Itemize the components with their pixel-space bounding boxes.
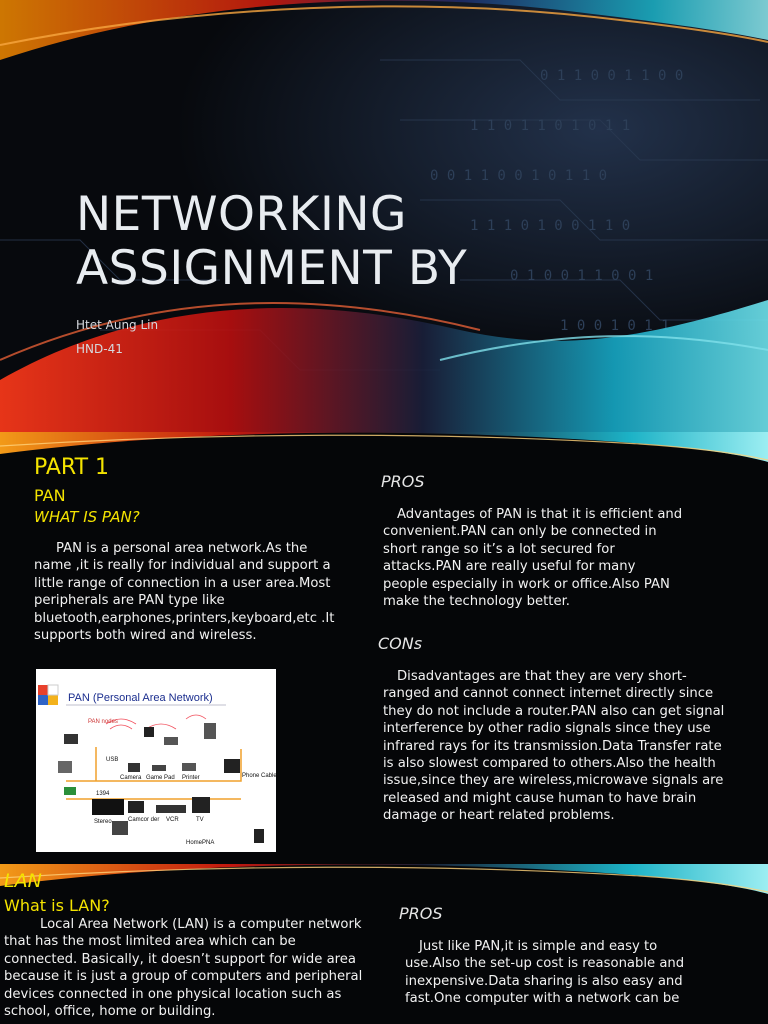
label-camera: Camera: [120, 775, 142, 781]
label-vcr: VCR: [166, 817, 179, 823]
lan-definition: Local Area Network (LAN) is a computer network that has the most limited area which can be connected. Basically, it doesn’t support for wide area because it is just a group of computers and peripheral devices connected in one physical location such as school, office, home or building.: [4, 917, 363, 1020]
pros-text: Advantages of PAN is that it is efficient and convenient.PAN can only be connected in short range so it’s a lot secured for attacks.PAN are really useful for many people especially in work or office.Also PAN make the technology better.: [383, 507, 683, 610]
lan-question: What is LAN?: [4, 896, 110, 915]
label-phone-cable: Phone Cable: [242, 773, 276, 779]
pan-diagram: [36, 669, 276, 852]
label-homepna: HomePNA: [186, 840, 215, 846]
pan-slide: [0, 432, 768, 864]
svg-text:0 1 0 0 1 1 0 0 1: 0 1 0 0 1 1 0 0 1: [510, 268, 654, 284]
svg-text:1 1 1 0 1 0 0 1 1 0: 1 1 1 0 1 0 0 1 1 0: [470, 218, 631, 234]
title-line-2: ASSIGNMENT BY: [76, 241, 468, 296]
lan-heading: LAN: [4, 870, 42, 892]
svg-text:0 1 1 0 0 1 1 0 0: 0 1 1 0 0 1 1 0 0: [540, 68, 684, 84]
label-camcorder: Camcor der: [128, 817, 160, 823]
label-printer: Printer: [182, 775, 200, 781]
title-line-1: NETWORKING: [76, 187, 407, 242]
svg-text:1 0 0 1 0 1 1: 1 0 0 1 0 1 1: [560, 318, 670, 334]
class-code: HND-41: [76, 342, 123, 356]
lan-pros-text: Just like PAN,it is simple and easy to use.Also the set-up cost is reasonable and inexpensive.Data sharing is also easy and fast.One computer with a network can be: [405, 939, 685, 1007]
pan-nodes-label: PAN nodes: [88, 719, 118, 725]
label-tv: TV: [196, 817, 204, 823]
topic-heading: PAN: [34, 486, 66, 505]
lan-slide: [0, 864, 768, 1024]
cons-label: CONs: [378, 634, 423, 653]
pros-label: PROS: [381, 472, 425, 491]
label-usb: USB: [106, 757, 119, 763]
cons-text: Disadvantages are that they are very short-ranged and cannot connect internet directly since they do not include a router.PAN also can get signal interference by other radio signals since they use infrared rays for its transmission.Data Transfer rate is also slowest compared to others.Also the health issue,since they are wireless,microwave signals are released and might cause human to have brain damage or heart related problems.: [383, 669, 725, 824]
part-heading: PART 1: [34, 455, 110, 480]
label-1394: 1394: [96, 791, 110, 797]
diagram-title: PAN (Personal Area Network): [68, 692, 213, 704]
pan-definition: PAN is a personal area network.As the name ,it is really for individual and support a little range of connection in a user area.Most peripherals are PAN type like bluetooth,earphones,printers,keyboard,etc .It supports both wired and wireless.: [34, 541, 335, 644]
slide-title: [76, 188, 467, 296]
question-heading: WHAT IS PAN?: [34, 508, 140, 526]
lan-pros-label: PROS: [399, 904, 443, 923]
label-game-pad: Game Pad: [146, 775, 175, 781]
label-stereo: Stereo: [94, 819, 112, 825]
svg-text:1 1 0 1 1 0 1 0 1 1: 1 1 0 1 1 0 1 0 1 1: [470, 118, 631, 134]
svg-text:0 0 1 1 0 0 1 0 1 1 0: 0 0 1 1 0 0 1 0 1 1 0: [430, 168, 608, 184]
title-slide: [0, 0, 768, 432]
author-name: Htet Aung Lin: [76, 318, 159, 332]
pan-diagram-illustration: [36, 669, 276, 852]
